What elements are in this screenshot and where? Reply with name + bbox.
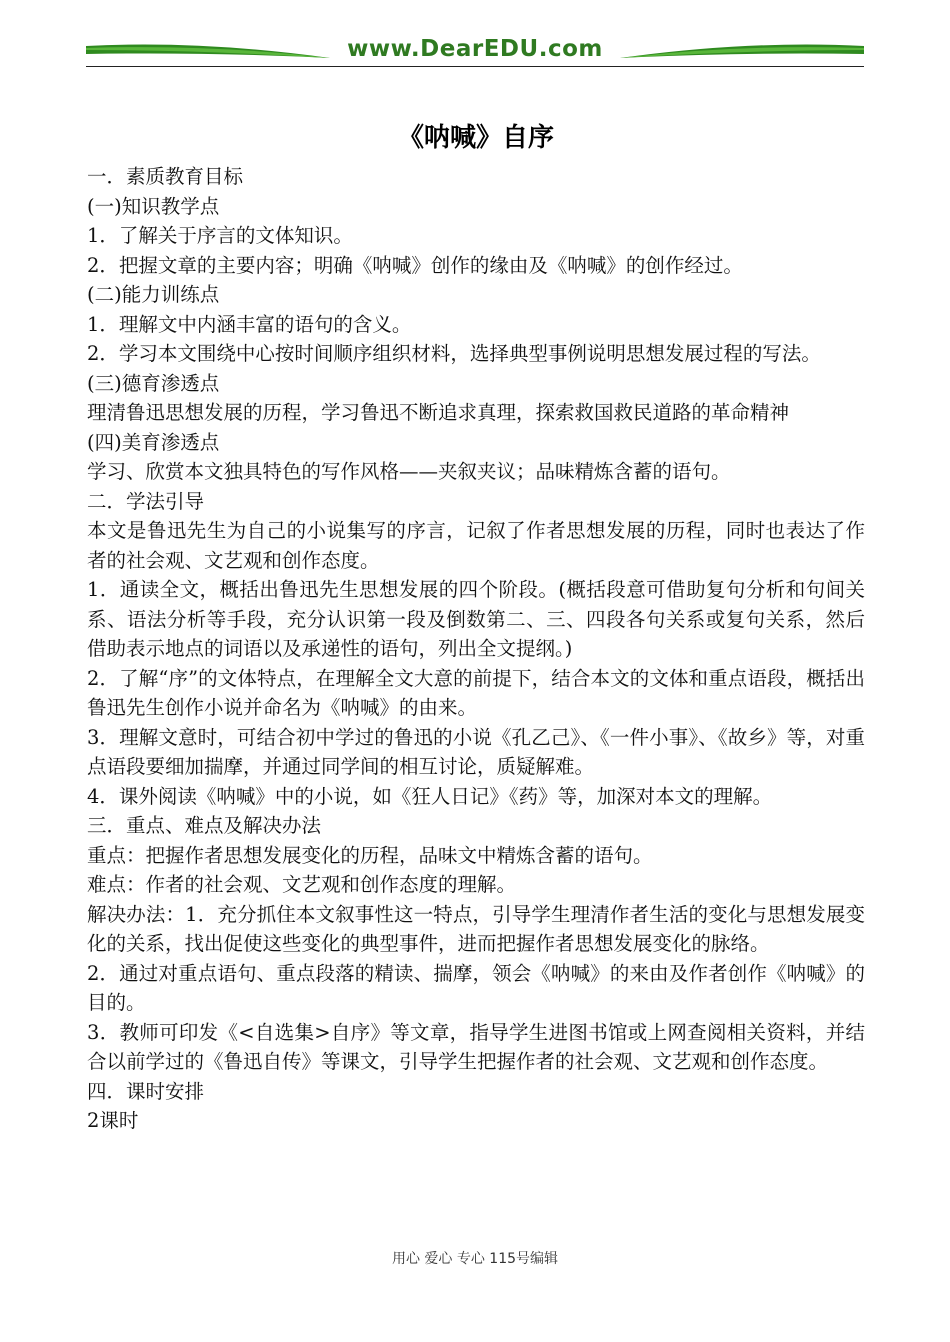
paragraph: 重点：把握作者思想发展变化的历程，品味文中精炼含蓄的语句。	[87, 843, 653, 867]
site-logo-text: www.DearEDU.com	[339, 36, 611, 62]
paragraph: (四)美育渗透点	[87, 430, 220, 454]
paragraph: 解决办法：1．充分抓住本文叙事性这一特点，引导学生理清作者生活的变化与思想发展变化的关系，找出促使这些变化的典型事件，进而把握作者思想发展变化的脉络。	[87, 902, 865, 955]
site-logo	[0, 36, 950, 62]
header-rule	[86, 66, 864, 67]
paragraph: 1．了解关于序言的文体知识。	[87, 224, 353, 247]
paragraph: 三．重点、难点及解决办法	[87, 814, 322, 837]
paragraph: 一．素质教育目标	[87, 165, 244, 188]
paragraph: 1．通读全文，概括出鲁迅先生思想发展的四个阶段。(概括段意可借助复句分析和句间关系、语法分析等手段，充分认识第一段及倒数第二、三、四段各句关系或复句关系，然后借助表示地点的词语以及承递性的语句，列出全文提纲。)	[87, 578, 865, 660]
paragraph: 2．通过对重点语句、重点段落的精读、揣摩，领会《呐喊》的来由及作者创作《呐喊》的目的。	[87, 961, 865, 1014]
paragraph: (二)能力训练点	[87, 283, 220, 306]
paragraph: 四．课时安排	[87, 1079, 205, 1103]
paragraph: 3．理解文意时，可结合初中学过的鲁迅的小说《孔乙己》、《一件小事》、《故乡》等，对重点语段要细加揣摩，并通过同学间的相互讨论，质疑解难。	[87, 725, 865, 778]
paragraph: (三)德育渗透点	[87, 371, 220, 395]
paragraph: 3．教师可印发《<自选集>自序》等文章，指导学生进图书馆或上网查阅相关资料，并结合以前学过的《鲁迅自传》等课文，引导学生把握作者的社会观、文艺观和创作态度。	[87, 1020, 865, 1073]
paragraph: 本文是鲁迅先生为自己的小说集写的序言，记叙了作者思想发展的历程，同时也表达了作者的社会观、文艺观和创作态度。	[87, 519, 865, 572]
document-body	[87, 118, 865, 1136]
document-title: 《呐喊》自序	[397, 123, 554, 153]
paragraph: 4．课外阅读《呐喊》中的小说，如《狂人日记》《药》等，加深对本文的理解。	[87, 784, 773, 808]
paragraph: 理清鲁迅思想发展的历程，学习鲁迅不断追求真理，探索救国救民道路的革命精神	[87, 401, 790, 424]
page-footer: 用心 爱心 专心 115号编辑	[391, 1251, 559, 1267]
paragraph: 难点：作者的社会观、文艺观和创作态度的理解。	[87, 873, 517, 896]
paragraph: 2．了解“序”的文体特点，在理解全文大意的前提下，结合本文的文体和重点语段，概括出鲁迅先生创作小说并命名为《呐喊》的由来。	[87, 666, 865, 719]
paragraph: 2课时	[87, 1109, 139, 1132]
paragraph: 1．理解文中内涵丰富的语句的含义。	[87, 312, 412, 336]
paragraph: 二．学法引导	[87, 489, 205, 513]
page-header	[0, 0, 950, 80]
paragraph: (一)知识教学点	[87, 194, 220, 218]
paragraph-list	[87, 162, 865, 1136]
paragraph: 2．把握文章的主要内容；明确《呐喊》创作的缘由及《呐喊》的创作经过。	[87, 253, 743, 277]
paragraph: 2．学习本文围绕中心按时间顺序组织材料，选择典型事例说明思想发展过程的写法。	[87, 342, 821, 365]
paragraph: 学习、欣赏本文独具特色的写作风格——夹叙夹议；品味精炼含蓄的语句。	[87, 460, 731, 483]
